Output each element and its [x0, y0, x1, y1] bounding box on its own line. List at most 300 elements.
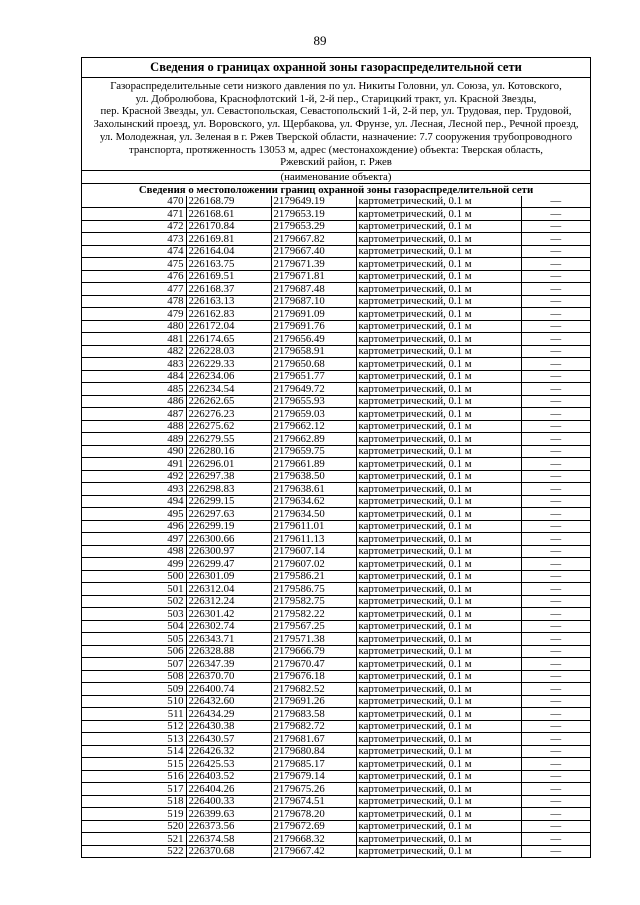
- method-accuracy-cell: картометрический, 0.1 м: [356, 770, 521, 783]
- table-row: [82, 370, 590, 383]
- table-row: [82, 820, 590, 833]
- y-coordinate-cell: 2179667.42: [271, 845, 356, 857]
- method-accuracy-cell: картометрический, 0.1 м: [356, 570, 521, 583]
- table-row: [82, 708, 590, 721]
- table-row: [82, 345, 590, 358]
- table-row: [82, 245, 590, 258]
- description-cell: —: [521, 670, 590, 683]
- y-coordinate-cell: 2179675.26: [271, 783, 356, 796]
- y-coordinate-cell: 2179672.69: [271, 820, 356, 833]
- point-number-cell: 488: [82, 420, 186, 433]
- table-row: [82, 495, 590, 508]
- description-line: Ржевский район, г. Ржев: [280, 156, 392, 169]
- x-coordinate-cell: 226404.26: [186, 783, 271, 796]
- description-cell: —: [521, 570, 590, 583]
- point-number-cell: 516: [82, 770, 186, 783]
- point-number-cell: 489: [82, 433, 186, 446]
- y-coordinate-cell: 2179681.67: [271, 733, 356, 746]
- x-coordinate-cell: 226229.33: [186, 358, 271, 371]
- object-description: [82, 78, 590, 170]
- point-number-cell: 473: [82, 233, 186, 246]
- table-row: [82, 758, 590, 771]
- y-coordinate-cell: 2179658.91: [271, 345, 356, 358]
- description-cell: —: [521, 620, 590, 633]
- point-number-cell: 511: [82, 708, 186, 721]
- method-accuracy-cell: картометрический, 0.1 м: [356, 220, 521, 233]
- method-accuracy-cell: картометрический, 0.1 м: [356, 333, 521, 346]
- description-cell: —: [521, 395, 590, 408]
- table-row: [82, 845, 590, 857]
- method-accuracy-cell: картометрический, 0.1 м: [356, 233, 521, 246]
- description-line: Захолынский проезд, ул. Воровского, ул. Щербакова, ул. Фрунзе, ул. Лесная, Лесной пер., Речной проезд,: [93, 118, 579, 131]
- description-cell: —: [521, 270, 590, 283]
- description-cell: —: [521, 658, 590, 671]
- description-cell: —: [521, 470, 590, 483]
- y-coordinate-cell: 2179678.20: [271, 808, 356, 821]
- table-row: [82, 770, 590, 783]
- y-coordinate-cell: 2179687.10: [271, 295, 356, 308]
- table-row: [82, 645, 590, 658]
- y-coordinate-cell: 2179649.19: [271, 196, 356, 208]
- x-coordinate-cell: 226343.71: [186, 633, 271, 646]
- x-coordinate-cell: 226400.33: [186, 795, 271, 808]
- description-line: транспорта, протяженность 13053 м, адрес (местонахождение) объекта: Тверская область,: [128, 143, 543, 156]
- x-coordinate-cell: 226301.42: [186, 608, 271, 621]
- description-cell: —: [521, 595, 590, 608]
- method-accuracy-cell: картометрический, 0.1 м: [356, 508, 521, 521]
- table-row: [82, 745, 590, 758]
- x-coordinate-cell: 226262.65: [186, 395, 271, 408]
- x-coordinate-cell: 226434.29: [186, 708, 271, 721]
- point-number-cell: 509: [82, 683, 186, 696]
- description-cell: —: [521, 520, 590, 533]
- page-number: 89: [313, 33, 327, 48]
- x-coordinate-cell: 226374.58: [186, 833, 271, 846]
- method-accuracy-cell: картометрический, 0.1 м: [356, 258, 521, 271]
- description-cell: —: [521, 220, 590, 233]
- description-cell: —: [521, 683, 590, 696]
- table-row: [82, 258, 590, 271]
- method-accuracy-cell: картометрический, 0.1 м: [356, 783, 521, 796]
- location-caption: Сведения о местоположении границ охранной зоны газораспределительной сети: [82, 183, 590, 196]
- point-number-cell: 518: [82, 795, 186, 808]
- table-row: [82, 720, 590, 733]
- method-accuracy-cell: картометрический, 0.1 м: [356, 470, 521, 483]
- point-number-cell: 507: [82, 658, 186, 671]
- description-cell: —: [521, 245, 590, 258]
- y-coordinate-cell: 2179685.17: [271, 758, 356, 771]
- y-coordinate-cell: 2179582.75: [271, 595, 356, 608]
- method-accuracy-cell: картометрический, 0.1 м: [356, 295, 521, 308]
- description-cell: —: [521, 308, 590, 321]
- x-coordinate-cell: 226163.75: [186, 258, 271, 271]
- x-coordinate-cell: 226300.66: [186, 533, 271, 546]
- y-coordinate-cell: 2179674.51: [271, 795, 356, 808]
- method-accuracy-cell: картометрический, 0.1 м: [356, 370, 521, 383]
- description-cell: —: [521, 795, 590, 808]
- point-number-cell: 482: [82, 345, 186, 358]
- point-number-cell: 487: [82, 408, 186, 421]
- table-row: [82, 583, 590, 596]
- point-number-cell: 486: [82, 395, 186, 408]
- x-coordinate-cell: 226169.81: [186, 233, 271, 246]
- point-number-cell: 497: [82, 533, 186, 546]
- description-cell: —: [521, 445, 590, 458]
- description-line: ул. Добролюбова, Краснофлотский 1-й, 2-й пер., Старицкий тракт, ул. Красной Звезды,: [135, 92, 537, 105]
- description-cell: —: [521, 196, 590, 208]
- table-row: [82, 733, 590, 746]
- x-coordinate-cell: 226425.53: [186, 758, 271, 771]
- point-number-cell: 501: [82, 583, 186, 596]
- method-accuracy-cell: картометрический, 0.1 м: [356, 795, 521, 808]
- x-coordinate-cell: 226168.79: [186, 196, 271, 208]
- point-number-cell: 478: [82, 295, 186, 308]
- x-coordinate-cell: 226370.70: [186, 670, 271, 683]
- coordinates-table: [82, 196, 590, 858]
- description-cell: —: [521, 320, 590, 333]
- point-number-cell: 500: [82, 570, 186, 583]
- x-coordinate-cell: 226312.24: [186, 595, 271, 608]
- description-cell: —: [521, 333, 590, 346]
- description-cell: —: [521, 458, 590, 471]
- x-coordinate-cell: 226302.74: [186, 620, 271, 633]
- y-coordinate-cell: 2179682.72: [271, 720, 356, 733]
- method-accuracy-cell: картометрический, 0.1 м: [356, 270, 521, 283]
- method-accuracy-cell: картометрический, 0.1 м: [356, 196, 521, 208]
- y-coordinate-cell: 2179671.39: [271, 258, 356, 271]
- y-coordinate-cell: 2179638.61: [271, 483, 356, 496]
- description-cell: —: [521, 258, 590, 271]
- point-number-cell: 479: [82, 308, 186, 321]
- point-number-cell: 470: [82, 196, 186, 208]
- table-row: [82, 695, 590, 708]
- y-coordinate-cell: 2179653.29: [271, 220, 356, 233]
- y-coordinate-cell: 2179691.09: [271, 308, 356, 321]
- description-cell: —: [521, 770, 590, 783]
- y-coordinate-cell: 2179667.40: [271, 245, 356, 258]
- table-row: [82, 508, 590, 521]
- x-coordinate-cell: 226430.38: [186, 720, 271, 733]
- x-coordinate-cell: 226172.04: [186, 320, 271, 333]
- method-accuracy-cell: картометрический, 0.1 м: [356, 583, 521, 596]
- point-number-cell: 474: [82, 245, 186, 258]
- description-cell: —: [521, 533, 590, 546]
- description-cell: —: [521, 483, 590, 496]
- x-coordinate-cell: 226299.47: [186, 558, 271, 571]
- x-coordinate-cell: 226300.97: [186, 545, 271, 558]
- method-accuracy-cell: картометрический, 0.1 м: [356, 595, 521, 608]
- point-number-cell: 476: [82, 270, 186, 283]
- method-accuracy-cell: картометрический, 0.1 м: [356, 408, 521, 421]
- method-accuracy-cell: картометрический, 0.1 м: [356, 358, 521, 371]
- point-number-cell: 499: [82, 558, 186, 571]
- x-coordinate-cell: 226162.83: [186, 308, 271, 321]
- table-row: [82, 333, 590, 346]
- table-row: [82, 270, 590, 283]
- method-accuracy-cell: картометрический, 0.1 м: [356, 420, 521, 433]
- x-coordinate-cell: 226228.03: [186, 345, 271, 358]
- point-number-cell: 515: [82, 758, 186, 771]
- point-number-cell: 519: [82, 808, 186, 821]
- description-cell: —: [521, 833, 590, 846]
- table-row: [82, 420, 590, 433]
- description-cell: —: [521, 370, 590, 383]
- description-cell: —: [521, 420, 590, 433]
- method-accuracy-cell: картометрический, 0.1 м: [356, 608, 521, 621]
- y-coordinate-cell: 2179661.89: [271, 458, 356, 471]
- x-coordinate-cell: 226400.74: [186, 683, 271, 696]
- description-cell: —: [521, 433, 590, 446]
- description-cell: —: [521, 495, 590, 508]
- method-accuracy-cell: картометрический, 0.1 м: [356, 708, 521, 721]
- y-coordinate-cell: 2179582.22: [271, 608, 356, 621]
- description-cell: —: [521, 633, 590, 646]
- point-number-cell: 513: [82, 733, 186, 746]
- x-coordinate-cell: 226399.63: [186, 808, 271, 821]
- description-cell: —: [521, 695, 590, 708]
- table-row: [82, 670, 590, 683]
- point-number-cell: 521: [82, 833, 186, 846]
- method-accuracy-cell: картометрический, 0.1 м: [356, 308, 521, 321]
- y-coordinate-cell: 2179668.32: [271, 833, 356, 846]
- method-accuracy-cell: картометрический, 0.1 м: [356, 820, 521, 833]
- description-cell: —: [521, 408, 590, 421]
- point-number-cell: 477: [82, 283, 186, 296]
- point-number-cell: 485: [82, 383, 186, 396]
- description-cell: —: [521, 233, 590, 246]
- point-number-cell: 505: [82, 633, 186, 646]
- point-number-cell: 494: [82, 495, 186, 508]
- x-coordinate-cell: 226430.57: [186, 733, 271, 746]
- method-accuracy-cell: картометрический, 0.1 м: [356, 683, 521, 696]
- y-coordinate-cell: 2179680.84: [271, 745, 356, 758]
- y-coordinate-cell: 2179659.75: [271, 445, 356, 458]
- point-number-cell: 472: [82, 220, 186, 233]
- method-accuracy-cell: картометрический, 0.1 м: [356, 533, 521, 546]
- x-coordinate-cell: 226312.04: [186, 583, 271, 596]
- description-cell: —: [521, 345, 590, 358]
- x-coordinate-cell: 226234.06: [186, 370, 271, 383]
- point-number-cell: 502: [82, 595, 186, 608]
- x-coordinate-cell: 226168.61: [186, 208, 271, 221]
- method-accuracy-cell: картометрический, 0.1 м: [356, 395, 521, 408]
- method-accuracy-cell: картометрический, 0.1 м: [356, 633, 521, 646]
- point-number-cell: 512: [82, 720, 186, 733]
- x-coordinate-cell: 226174.65: [186, 333, 271, 346]
- boundary-document: [81, 57, 591, 858]
- x-coordinate-cell: 226164.04: [186, 245, 271, 258]
- description-cell: —: [521, 758, 590, 771]
- y-coordinate-cell: 2179670.47: [271, 658, 356, 671]
- table-row: [82, 445, 590, 458]
- method-accuracy-cell: картометрический, 0.1 м: [356, 433, 521, 446]
- x-coordinate-cell: 226275.62: [186, 420, 271, 433]
- table-row: [82, 570, 590, 583]
- x-coordinate-cell: 226163.13: [186, 295, 271, 308]
- table-row: [82, 620, 590, 633]
- table-row: [82, 470, 590, 483]
- point-number-cell: 492: [82, 470, 186, 483]
- point-number-cell: 510: [82, 695, 186, 708]
- method-accuracy-cell: картометрический, 0.1 м: [356, 845, 521, 857]
- x-coordinate-cell: 226403.52: [186, 770, 271, 783]
- y-coordinate-cell: 2179662.12: [271, 420, 356, 433]
- point-number-cell: 503: [82, 608, 186, 621]
- table-row: [82, 433, 590, 446]
- point-number-cell: 491: [82, 458, 186, 471]
- method-accuracy-cell: картометрический, 0.1 м: [356, 558, 521, 571]
- description-cell: —: [521, 508, 590, 521]
- table-row: [82, 196, 590, 208]
- y-coordinate-cell: 2179649.72: [271, 383, 356, 396]
- x-coordinate-cell: 226299.19: [186, 520, 271, 533]
- x-coordinate-cell: 226426.32: [186, 745, 271, 758]
- table-row: [82, 595, 590, 608]
- description-cell: —: [521, 808, 590, 821]
- y-coordinate-cell: 2179611.01: [271, 520, 356, 533]
- description-cell: —: [521, 583, 590, 596]
- point-number-cell: 506: [82, 645, 186, 658]
- table-row: [82, 633, 590, 646]
- x-coordinate-cell: 226296.01: [186, 458, 271, 471]
- x-coordinate-cell: 226347.39: [186, 658, 271, 671]
- method-accuracy-cell: картометрический, 0.1 м: [356, 733, 521, 746]
- x-coordinate-cell: 226234.54: [186, 383, 271, 396]
- table-row: [82, 458, 590, 471]
- method-accuracy-cell: картометрический, 0.1 м: [356, 320, 521, 333]
- method-accuracy-cell: картометрический, 0.1 м: [356, 345, 521, 358]
- description-cell: —: [521, 358, 590, 371]
- x-coordinate-cell: 226370.68: [186, 845, 271, 857]
- method-accuracy-cell: картометрический, 0.1 м: [356, 645, 521, 658]
- table-row: [82, 520, 590, 533]
- description-cell: —: [521, 283, 590, 296]
- method-accuracy-cell: картометрический, 0.1 м: [356, 208, 521, 221]
- y-coordinate-cell: 2179634.50: [271, 508, 356, 521]
- point-number-cell: 490: [82, 445, 186, 458]
- y-coordinate-cell: 2179687.48: [271, 283, 356, 296]
- table-row: [82, 283, 590, 296]
- description-cell: —: [521, 783, 590, 796]
- point-number-cell: 504: [82, 620, 186, 633]
- point-number-cell: 493: [82, 483, 186, 496]
- x-coordinate-cell: 226298.83: [186, 483, 271, 496]
- description-line: Газораспределительные сети низкого давления по ул. Никиты Головни, ул. Союза, ул. Котовского,: [110, 80, 562, 92]
- y-coordinate-cell: 2179691.76: [271, 320, 356, 333]
- point-number-cell: 498: [82, 545, 186, 558]
- point-number-cell: 481: [82, 333, 186, 346]
- y-coordinate-cell: 2179607.14: [271, 545, 356, 558]
- description-line: ул. Молодежная, ул. Зеленая в г. Ржев Тверской области, назначение: 7.7 сооружения трубопроводного: [99, 130, 573, 143]
- table-row: [82, 383, 590, 396]
- x-coordinate-cell: 226169.51: [186, 270, 271, 283]
- document-title: Сведения о границах охранной зоны газораспределительной сети: [82, 58, 590, 78]
- table-row: [82, 558, 590, 571]
- table-row: [82, 358, 590, 371]
- method-accuracy-cell: картометрический, 0.1 м: [356, 808, 521, 821]
- y-coordinate-cell: 2179671.81: [271, 270, 356, 283]
- y-coordinate-cell: 2179659.03: [271, 408, 356, 421]
- x-coordinate-cell: 226301.09: [186, 570, 271, 583]
- point-number-cell: 475: [82, 258, 186, 271]
- method-accuracy-cell: картометрический, 0.1 м: [356, 483, 521, 496]
- table-row: [82, 658, 590, 671]
- y-coordinate-cell: 2179650.68: [271, 358, 356, 371]
- description-cell: —: [521, 745, 590, 758]
- description-cell: —: [521, 208, 590, 221]
- method-accuracy-cell: картометрический, 0.1 м: [356, 458, 521, 471]
- method-accuracy-cell: картометрический, 0.1 м: [356, 283, 521, 296]
- y-coordinate-cell: 2179656.49: [271, 333, 356, 346]
- table-row: [82, 533, 590, 546]
- y-coordinate-cell: 2179586.21: [271, 570, 356, 583]
- x-coordinate-cell: 226432.60: [186, 695, 271, 708]
- point-number-cell: 517: [82, 783, 186, 796]
- method-accuracy-cell: картометрический, 0.1 м: [356, 758, 521, 771]
- y-coordinate-cell: 2179571.38: [271, 633, 356, 646]
- point-number-cell: 483: [82, 358, 186, 371]
- y-coordinate-cell: 2179691.26: [271, 695, 356, 708]
- table-row: [82, 408, 590, 421]
- point-number-cell: 514: [82, 745, 186, 758]
- point-number-cell: 495: [82, 508, 186, 521]
- x-coordinate-cell: 226170.84: [186, 220, 271, 233]
- x-coordinate-cell: 226299.15: [186, 495, 271, 508]
- method-accuracy-cell: картометрический, 0.1 м: [356, 383, 521, 396]
- description-cell: —: [521, 820, 590, 833]
- method-accuracy-cell: картометрический, 0.1 м: [356, 520, 521, 533]
- y-coordinate-cell: 2179607.02: [271, 558, 356, 571]
- x-coordinate-cell: 226328.88: [186, 645, 271, 658]
- y-coordinate-cell: 2179638.50: [271, 470, 356, 483]
- table-row: [82, 808, 590, 821]
- description-cell: —: [521, 545, 590, 558]
- table-row: [82, 608, 590, 621]
- method-accuracy-cell: картометрический, 0.1 м: [356, 245, 521, 258]
- point-number-cell: 508: [82, 670, 186, 683]
- x-coordinate-cell: 226373.56: [186, 820, 271, 833]
- point-number-cell: 496: [82, 520, 186, 533]
- method-accuracy-cell: картометрический, 0.1 м: [356, 720, 521, 733]
- y-coordinate-cell: 2179682.52: [271, 683, 356, 696]
- description-cell: —: [521, 608, 590, 621]
- y-coordinate-cell: 2179567.25: [271, 620, 356, 633]
- point-number-cell: 471: [82, 208, 186, 221]
- description-cell: —: [521, 295, 590, 308]
- x-coordinate-cell: 226168.37: [186, 283, 271, 296]
- method-accuracy-cell: картометрический, 0.1 м: [356, 833, 521, 846]
- table-row: [82, 320, 590, 333]
- x-coordinate-cell: 226276.23: [186, 408, 271, 421]
- y-coordinate-cell: 2179611.13: [271, 533, 356, 546]
- y-coordinate-cell: 2179651.77: [271, 370, 356, 383]
- y-coordinate-cell: 2179679.14: [271, 770, 356, 783]
- description-cell: —: [521, 645, 590, 658]
- description-cell: —: [521, 708, 590, 721]
- y-coordinate-cell: 2179586.75: [271, 583, 356, 596]
- y-coordinate-cell: 2179667.82: [271, 233, 356, 246]
- description-cell: —: [521, 733, 590, 746]
- method-accuracy-cell: картометрический, 0.1 м: [356, 670, 521, 683]
- description-cell: —: [521, 720, 590, 733]
- x-coordinate-cell: 226297.63: [186, 508, 271, 521]
- table-row: [82, 208, 590, 221]
- point-number-cell: 480: [82, 320, 186, 333]
- method-accuracy-cell: картометрический, 0.1 м: [356, 445, 521, 458]
- method-accuracy-cell: картометрический, 0.1 м: [356, 658, 521, 671]
- y-coordinate-cell: 2179683.58: [271, 708, 356, 721]
- y-coordinate-cell: 2179666.79: [271, 645, 356, 658]
